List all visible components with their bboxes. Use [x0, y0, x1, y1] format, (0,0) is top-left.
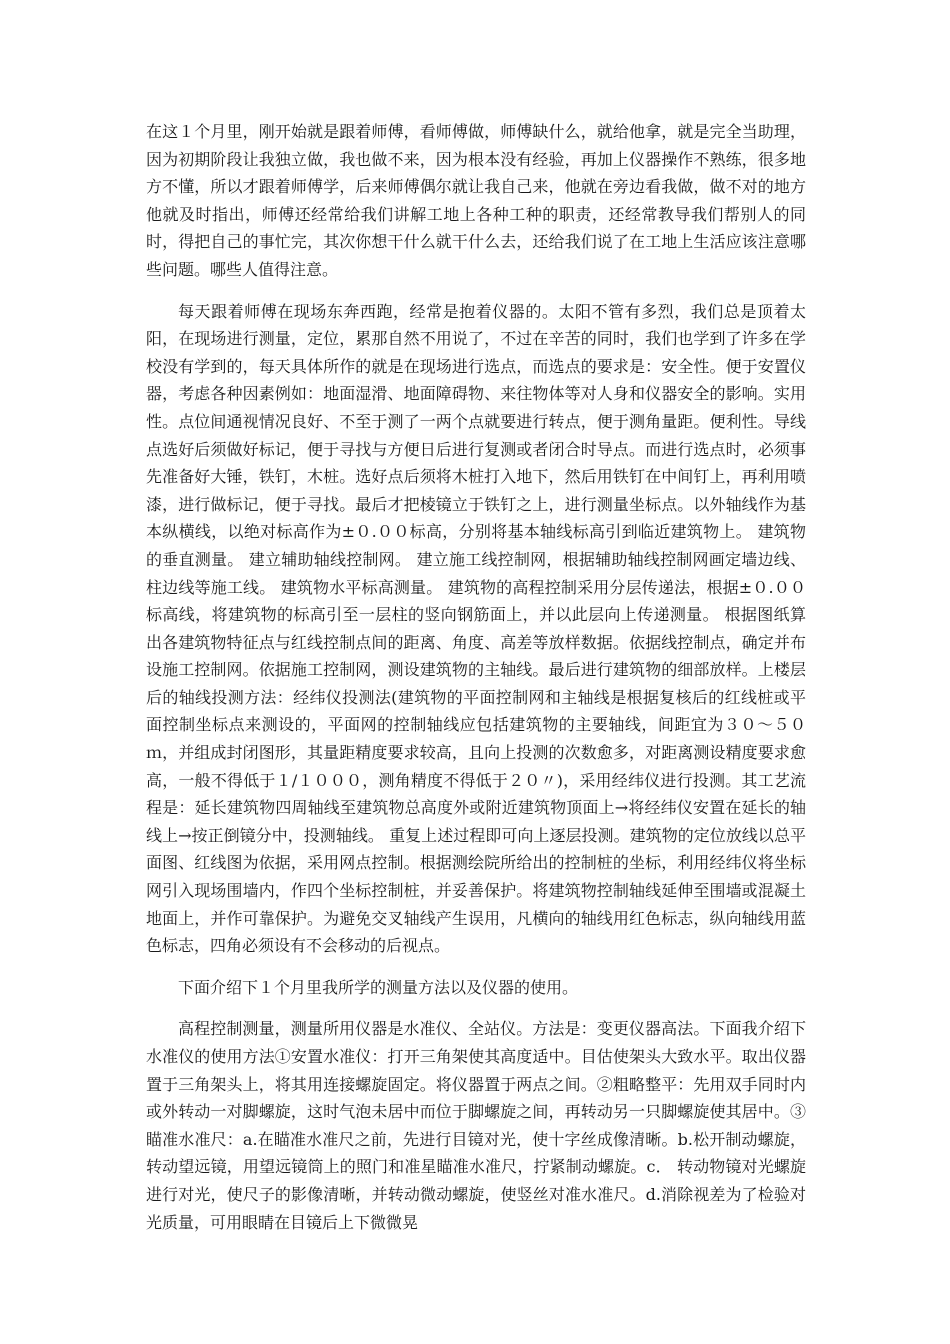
document-page	[146, 118, 806, 1236]
paragraph-1: 在这１个月里，刚开始就是跟着师傅，看师傅做，师傅缺什么，就给他拿，就是完全当助理，因为初期阶段让我独立做，我也做不来，因为根本没有经验，再加上仪器操作不熟练，很多地方不懂，所以才跟着师傅学，后来师傅偶尔就让我自己来，他就在旁边看我做，做不对的地方他就及时指出，师傅还经常给我们讲解工地上各种工种的职责，还经常教导我们帮别人的同时，得把自己的事忙完，其次你想干什么就干什么去，还给我们说了在工地上生活应该注意哪些问题。哪些人值得注意。	[146, 122, 806, 279]
paragraph-2: 每天跟着师傅在现场东奔西跑，经常是抱着仪器的。太阳不管有多烈，我们总是顶着太阳，在现场进行测量，定位，累那自然不用说了，不过在辛苦的同时，我们也学到了许多在学校没有学到的，每天具体所作的就是在现场进行选点，而选点的要求是：安全性。便于安置仪器，考虑各种因素例如：地面湿滑、地面障碍物、来往物体等对人身和仪器安全的影响。实用性。点位间通视情况良好、不至于测了一两个点就要进行转点，便于测角量距。便利性。导线点选好后须做好标记，便于寻找与方便日后进行复测或者闭合时导点。而进行选点时，必须事先准备好大锤，铁钉，木桩。选好点后须将木桩打入地下，然后用铁钉在中间钉上，再利用喷漆，进行做标记，便于寻找。最后才把棱镜立于铁钉之上，进行测量坐标点。以外轴线作为基本纵横线，以绝对标高作为±０.００标高，分别将基本轴线标高引到临近建筑物上。 建筑物的垂直测量。 建立辅助轴线控制网。 建立施工线控制网，根据辅助轴线控制网画定墙边线、柱边线等施工线。 建筑物水平标高测量。 建筑物的高程控制采用分层传递法，根据±０.００标高线，将建筑物的标高引至一层柱的竖向钢筋面上，并以此层向上传递测量。 根据图纸算出各建筑物特征点与红线控制点间的距离、角度、高差等放样数据。依据线控制点，确定并布设施工控制网。依据施工控制网，测设建筑物的主轴线。最后进行建筑物的细部放样。上楼层后的轴线投测方法：经纬仪投测法(建筑物的平面控制网和主轴线是根据复核后的红线桩或平面控制坐标点来测设的，平面网的控制轴线应包括建筑物的主要轴线，间距宜为３０～５０ｍ，并组成封闭图形，其量距精度要求较高，且向上投测的次数愈多，对距离测设精度要求愈高，一般不得低于１/１０００，测角精度不得低于２０〃)，采用经纬仪进行投测。其工艺流程是：延长建筑物四周轴线至建筑物总高度外或附近建筑物顶面上→将经纬仪安置在延长的轴线上→按正倒镜分中，投测轴线。 重复上述过程即可向上逐层投测。建筑物的定位放线以总平面图、红线图为依据，采用网点控制。根据测绘院所给出的控制桩的坐标，利用经纬仪将坐标网引入现场围墙内，作四个坐标控制桩，并妥善保护。将建筑物控制轴线延伸至围墙或混凝土地面上，并作可靠保护。为避免交叉轴线产生误用，凡横向的轴线用红色标志，纵向轴线用蓝色标志，四角必须设有不会移动的后视点。	[146, 301, 806, 956]
paragraph-4: 高程控制测量，测量所用仪器是水准仪、全站仪。方法是：变更仪器高法。下面我介绍下水准仪的使用方法①安置水准仪：打开三角架使其高度适中。目估使架头大致水平。取出仪器置于三角架头上，将其用连接螺旋固定。将仪器置于两点之间。②粗略整平：先用双手同时内或外转动一对脚螺旋，这时气泡未居中而位于脚螺旋之间，再转动另一只脚螺旋使其居中。③瞄准水准尺：a.在瞄准水准尺之前，先进行目镜对光，使十字丝成像清晰。b.松开制动螺旋，转动望远镜，用望远镜筒上的照门和准星瞄准水准尺，拧紧制动螺旋。c． 转动物镜对光螺旋进行对光，使尺子的影像清晰，并转动微动螺旋，使竖丝对准水准尺。d.消除视差为了检验对光质量，可用眼睛在目镜后上下微微晃	[146, 1019, 806, 1232]
paragraph-3: 下面介绍下１个月里我所学的测量方法以及仪器的使用。	[178, 977, 579, 997]
